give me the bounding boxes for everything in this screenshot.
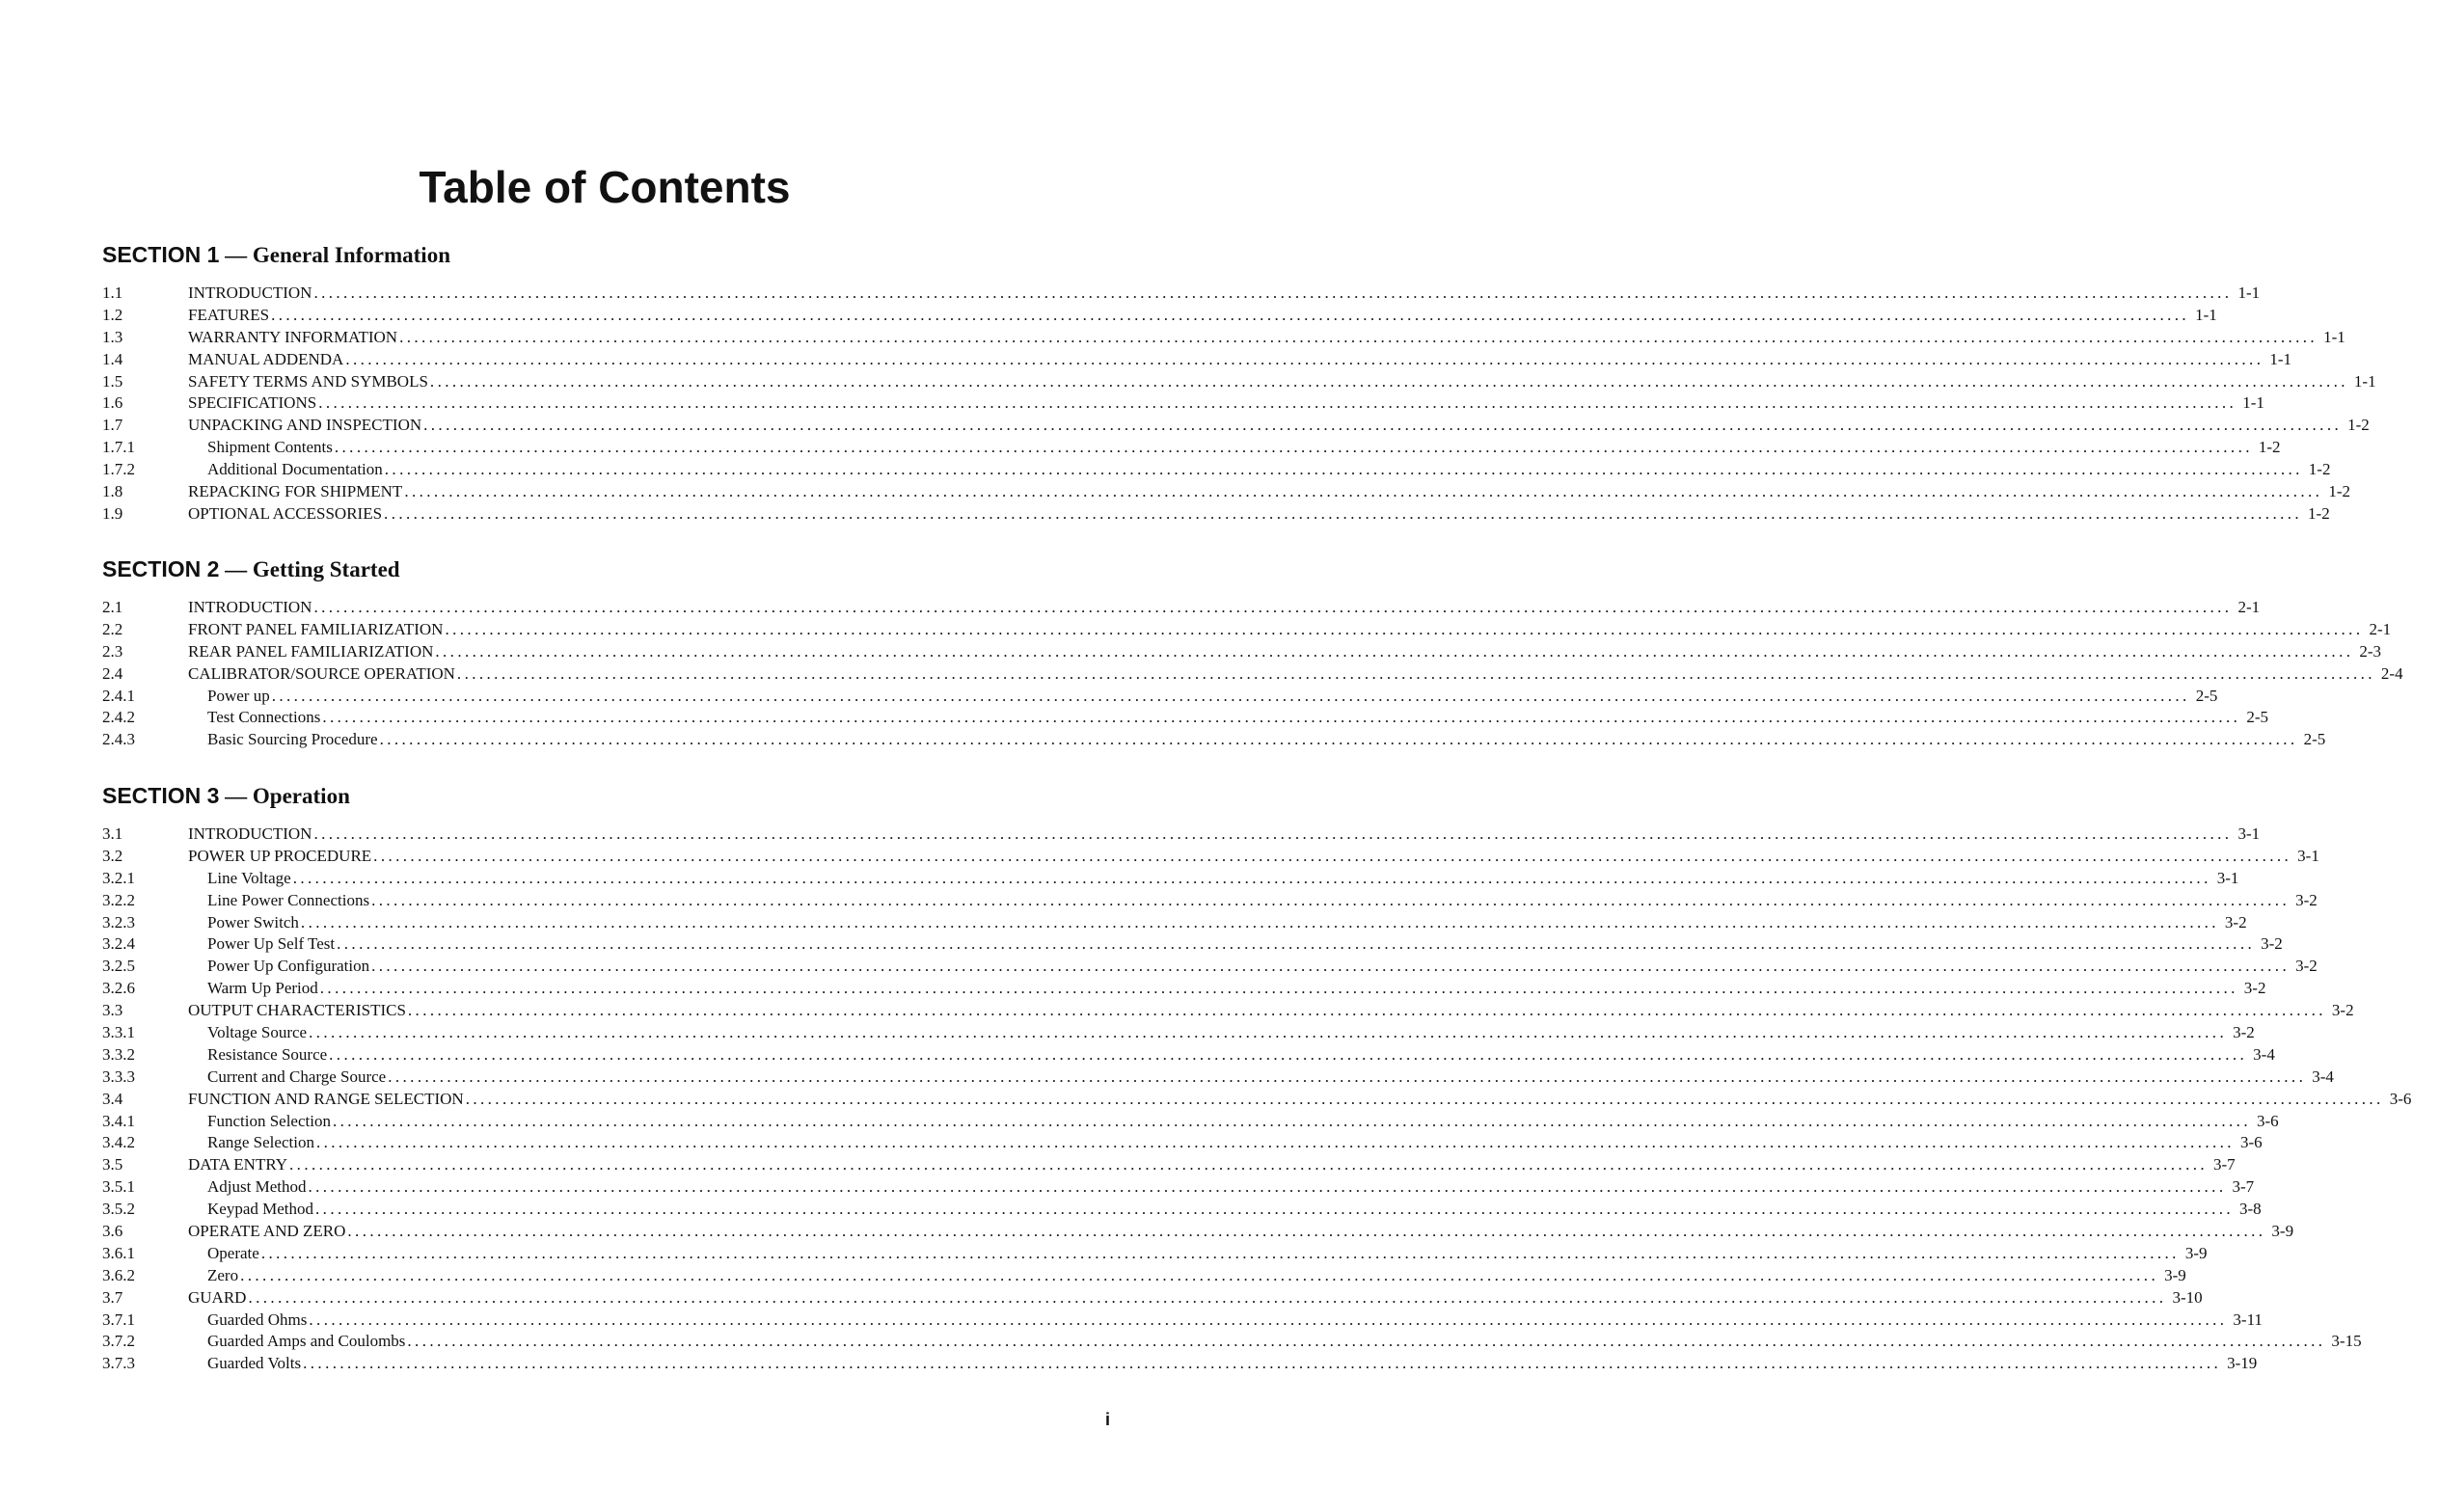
dot-leader: ....................................................................................................................................................................................................................................................................	[423, 416, 2343, 435]
entry-page: 2-4	[2380, 663, 2403, 683]
dot-leader: ....................................................................................................................................................................................................................................................................	[407, 1001, 2326, 1020]
dot-leader: ....................................................................................................................................................................................................................................................................	[309, 1310, 2228, 1329]
dot-leader: ....................................................................................................................................................................................................................................................................	[322, 708, 2241, 727]
dot-leader: ....................................................................................................................................................................................................................................................................	[445, 619, 2364, 638]
toc-entry	[102, 1089, 2412, 1111]
entry-page: 1-2	[2258, 438, 2281, 457]
toc-entry	[102, 663, 2403, 686]
entry-number: 2.4	[102, 663, 123, 683]
entry-number: 1.9	[102, 503, 123, 523]
entry-number: 1.7	[102, 416, 123, 435]
toc-entry	[102, 1000, 2354, 1022]
entry-title: CALIBRATOR/SOURCE OPERATION	[188, 663, 455, 683]
toc-entry	[102, 707, 2268, 729]
dot-leader: ....................................................................................................................................................................................................................................................................	[435, 641, 2354, 661]
toc-entry	[102, 415, 2370, 437]
entry-title: INTRODUCTION	[188, 284, 312, 302]
toc-entry	[102, 1154, 2236, 1176]
entry-number: 3.5	[102, 1155, 123, 1174]
entry-page: 1-1	[2323, 327, 2345, 346]
entry-title: Current and Charge Source	[207, 1066, 387, 1086]
entry-number: 3.2.1	[102, 868, 135, 887]
dot-leader: ....................................................................................................................................................................................................................................................................	[300, 912, 2219, 932]
entry-title: Warm Up Period	[207, 979, 318, 998]
page-title: Table of Contents	[419, 161, 791, 212]
toc-entry	[102, 597, 2261, 619]
toc-entry	[102, 619, 2392, 641]
entry-title: REPACKING FOR SHIPMENT	[188, 482, 403, 501]
entry-title: Power Switch	[207, 912, 299, 932]
dot-leader: ....................................................................................................................................................................................................................................................................	[315, 1133, 2235, 1152]
dot-leader: ....................................................................................................................................................................................................................................................................	[373, 846, 2292, 865]
entry-title: Keypad Method	[207, 1200, 314, 1219]
dot-leader: ....................................................................................................................................................................................................................................................................	[465, 1089, 2384, 1108]
entry-title: REAR PANEL FAMILIARIZATION	[188, 641, 434, 661]
entry-number: 1.6	[102, 393, 123, 413]
entry-title: POWER UP PROCEDURE	[188, 846, 372, 865]
entry-number: 2.1	[102, 598, 123, 616]
dot-leader: ....................................................................................................................................................................................................................................................................	[319, 979, 2238, 998]
dot-leader: ....................................................................................................................................................................................................................................................................	[337, 934, 2256, 954]
entry-page: 3-10	[2172, 1287, 2203, 1307]
dot-leader: ....................................................................................................................................................................................................................................................................	[388, 1066, 2307, 1086]
toc-entry	[102, 846, 2319, 868]
entry-page: 3-7	[2213, 1155, 2236, 1174]
entry-title: Line Power Connections	[207, 890, 370, 909]
entry-title: INTRODUCTION	[188, 824, 312, 843]
toc-entry	[102, 978, 2266, 1000]
toc-entry	[102, 283, 2261, 305]
toc-entry	[102, 1132, 2263, 1154]
entry-page: 3-15	[2331, 1332, 2362, 1351]
entry-title: Adjust Method	[207, 1177, 307, 1197]
entry-page: 3-2	[2243, 979, 2266, 998]
section-name: General Information	[252, 243, 450, 267]
entry-number: 3.3	[102, 1001, 123, 1020]
entry-title: OPTIONAL ACCESSORIES	[188, 503, 383, 523]
entry-number: 2.2	[102, 619, 123, 638]
entry-page: 2-5	[2303, 730, 2326, 749]
toc-entry	[102, 1287, 2203, 1310]
toc-entry	[102, 1022, 2255, 1044]
toc-entry	[102, 824, 2261, 846]
dot-leader: ....................................................................................................................................................................................................................................................................	[248, 1287, 2167, 1307]
toc-entry	[102, 933, 2283, 956]
section-heading	[102, 782, 1071, 810]
entry-title: INTRODUCTION	[188, 598, 312, 616]
entry-title: Power Up Configuration	[207, 957, 370, 976]
dot-leader: ....................................................................................................................................................................................................................................................................	[371, 957, 2291, 976]
entry-page: 1-1	[2242, 393, 2264, 413]
dot-leader: ....................................................................................................................................................................................................................................................................	[240, 1265, 2159, 1284]
entry-number: 3.4.2	[102, 1133, 135, 1152]
toc-entry	[102, 503, 2330, 526]
entry-number: 1.2	[102, 305, 123, 324]
entry-number: 3.7.2	[102, 1332, 135, 1351]
entry-title: Power up	[207, 686, 270, 705]
entry-page: 3-6	[2389, 1089, 2412, 1108]
dot-leader: ....................................................................................................................................................................................................................................................................	[318, 393, 2237, 413]
entry-number: 1.1	[102, 284, 123, 302]
dot-leader: ....................................................................................................................................................................................................................................................................	[303, 1354, 2222, 1373]
entry-title: FUNCTION AND RANGE SELECTION	[188, 1089, 464, 1108]
entry-page: 3-6	[2256, 1111, 2279, 1130]
toc-entry	[102, 1199, 2262, 1221]
entry-page: 3-2	[2233, 1023, 2255, 1042]
toc-list	[102, 597, 2403, 751]
toc-entry	[102, 305, 2217, 327]
entry-page: 3-2	[2261, 934, 2283, 954]
entry-number: 2.4.2	[102, 708, 135, 727]
toc-entry	[102, 1331, 2362, 1353]
toc-entry	[102, 890, 2318, 912]
dot-leader: ....................................................................................................................................................................................................................................................................	[429, 371, 2348, 391]
entry-title: Zero	[207, 1265, 239, 1284]
toc-entry	[102, 1221, 2294, 1243]
entry-number: 1.4	[102, 349, 123, 368]
entry-page: 3-7	[2232, 1177, 2255, 1197]
entry-title: Power Up Self Test	[207, 934, 336, 954]
entry-number: 1.7.1	[102, 438, 135, 457]
entry-page: 1-1	[2269, 349, 2292, 368]
entry-page: 1-2	[2308, 503, 2330, 523]
entry-number: 1.8	[102, 482, 123, 501]
entry-number: 3.5.1	[102, 1177, 135, 1197]
dot-leader: ....................................................................................................................................................................................................................................................................	[379, 730, 2298, 749]
dot-leader: ....................................................................................................................................................................................................................................................................	[329, 1044, 2248, 1064]
entry-page: 3-1	[2237, 824, 2261, 843]
section-name: Operation	[252, 784, 350, 808]
entry-page: 3-19	[2227, 1354, 2258, 1373]
entry-number: 1.3	[102, 327, 123, 346]
dot-leader: ....................................................................................................................................................................................................................................................................	[407, 1332, 2326, 1351]
toc-entry	[102, 1044, 2275, 1066]
dot-leader: ....................................................................................................................................................................................................................................................................	[315, 1200, 2235, 1219]
section-label: SECTION 1	[102, 242, 220, 267]
entry-number: 3.4	[102, 1089, 123, 1108]
entry-title: Line Voltage	[207, 868, 291, 887]
toc-list	[102, 283, 2376, 526]
entry-number: 3.2.4	[102, 934, 135, 954]
toc-entry	[102, 1310, 2263, 1332]
toc-entry	[102, 868, 2239, 890]
toc-entry	[102, 437, 2281, 459]
entry-number: 1.7.2	[102, 460, 135, 479]
section-heading	[102, 241, 1071, 269]
dot-leader: ....................................................................................................................................................................................................................................................................	[260, 1243, 2180, 1262]
entry-page: 1-2	[2308, 460, 2331, 479]
entry-title: Guarded Amps and Coulombs	[207, 1332, 406, 1351]
toc-entry	[102, 912, 2247, 934]
dot-leader: ....................................................................................................................................................................................................................................................................	[271, 686, 2190, 705]
dot-leader: ....................................................................................................................................................................................................................................................................	[309, 1023, 2228, 1042]
entry-title: FEATURES	[188, 305, 270, 324]
entry-title: Guarded Ohms	[207, 1310, 308, 1329]
entry-page: 1-1	[2195, 305, 2217, 324]
entry-number: 3.7.1	[102, 1310, 135, 1329]
dot-leader: ....................................................................................................................................................................................................................................................................	[292, 868, 2211, 887]
entry-title: WARRANTY INFORMATION	[188, 327, 398, 346]
dot-leader: ....................................................................................................................................................................................................................................................................	[334, 438, 2253, 457]
dot-leader: ....................................................................................................................................................................................................................................................................	[399, 327, 2318, 346]
entry-number: 3.5.2	[102, 1200, 135, 1219]
entry-number: 3.4.1	[102, 1111, 135, 1130]
dot-leader: ....................................................................................................................................................................................................................................................................	[313, 284, 2233, 302]
entry-page: 3-9	[2164, 1265, 2186, 1284]
section-1	[102, 241, 2376, 526]
entry-page: 3-6	[2239, 1133, 2263, 1152]
entry-title: MANUAL ADDENDA	[188, 349, 344, 368]
entry-number: 3.2.5	[102, 957, 135, 976]
dot-leader: ....................................................................................................................................................................................................................................................................	[332, 1111, 2251, 1130]
dot-leader: ....................................................................................................................................................................................................................................................................	[384, 460, 2303, 479]
entry-number: 2.4.1	[102, 686, 135, 705]
section-dash: —	[225, 784, 248, 808]
entry-number: 3.3.3	[102, 1066, 135, 1086]
toc-list	[102, 824, 2412, 1375]
entry-number: 2.4.3	[102, 730, 135, 749]
entry-page: 2-1	[2369, 619, 2392, 638]
toc-entry	[102, 327, 2345, 349]
entry-page: 3-4	[2312, 1066, 2334, 1086]
entry-number: 3.6.2	[102, 1265, 135, 1284]
entry-title: OUTPUT CHARACTERISTICS	[188, 1001, 406, 1020]
entry-title: Test Connections	[207, 708, 321, 727]
section-dash: —	[225, 243, 248, 267]
entry-page: 3-2	[2295, 957, 2318, 976]
dot-leader: ....................................................................................................................................................................................................................................................................	[384, 503, 2303, 523]
entry-number: 1.5	[102, 371, 123, 391]
toc-entry	[102, 686, 2218, 708]
toc-entry	[102, 1243, 2208, 1265]
entry-title: SAFETY TERMS AND SYMBOLS	[188, 371, 428, 391]
dot-leader: ....................................................................................................................................................................................................................................................................	[313, 598, 2233, 616]
entry-page: 3-8	[2239, 1200, 2262, 1219]
entry-number: 3.2.6	[102, 979, 135, 998]
toc-entry	[102, 481, 2350, 503]
entry-title: FRONT PANEL FAMILIARIZATION	[188, 619, 444, 638]
entry-number: 3.1	[102, 824, 123, 843]
entry-page: 1-1	[2237, 284, 2261, 302]
entry-page: 2-3	[2359, 641, 2382, 661]
entry-number: 2.3	[102, 641, 123, 661]
entry-number: 3.6.1	[102, 1243, 135, 1262]
toc-entry	[102, 729, 2326, 751]
entry-number: 3.7.3	[102, 1354, 135, 1373]
entry-page: 2-1	[2237, 598, 2261, 616]
entry-page: 3-1	[2297, 846, 2319, 865]
section-2	[102, 555, 2403, 751]
entry-page: 2-5	[2246, 708, 2268, 727]
toc-entry	[102, 1265, 2186, 1287]
section-name: Getting Started	[252, 557, 400, 581]
toc-entry	[102, 1176, 2255, 1199]
entry-number: 3.2.2	[102, 890, 135, 909]
dot-leader: ....................................................................................................................................................................................................................................................................	[456, 663, 2375, 683]
toc-entry	[102, 1111, 2279, 1133]
entry-page: 3-2	[2224, 912, 2247, 932]
entry-title: Shipment Contents	[207, 438, 333, 457]
dot-leader: ....................................................................................................................................................................................................................................................................	[347, 1222, 2266, 1241]
entry-title: Voltage Source	[207, 1023, 308, 1042]
section-label: SECTION 2	[102, 556, 220, 581]
page-number: i	[1105, 1410, 1111, 1429]
entry-number: 3.6	[102, 1222, 123, 1241]
dot-leader: ....................................................................................................................................................................................................................................................................	[271, 305, 2190, 324]
entry-page: 3-1	[2216, 868, 2239, 887]
entry-title: Operate	[207, 1243, 259, 1262]
entry-title: OPERATE AND ZERO	[188, 1222, 346, 1241]
entry-title: DATA ENTRY	[188, 1155, 288, 1174]
entry-title: Additional Documentation	[207, 460, 383, 479]
entry-page: 3-4	[2253, 1044, 2275, 1064]
entry-title: GUARD	[188, 1287, 247, 1307]
entry-page: 2-5	[2195, 686, 2218, 705]
dot-leader: ....................................................................................................................................................................................................................................................................	[289, 1155, 2209, 1174]
entry-title: UNPACKING AND INSPECTION	[188, 416, 422, 435]
section-label: SECTION 3	[102, 783, 220, 808]
entry-title: Range Selection	[207, 1133, 314, 1152]
section-3	[102, 782, 2412, 1375]
dot-leader: ....................................................................................................................................................................................................................................................................	[308, 1177, 2227, 1197]
dot-leader: ....................................................................................................................................................................................................................................................................	[345, 349, 2264, 368]
entry-title: Resistance Source	[207, 1044, 328, 1064]
entry-title: Function Selection	[207, 1111, 331, 1130]
entry-number: 3.2	[102, 846, 123, 865]
entry-page: 3-2	[2331, 1001, 2354, 1020]
dot-leader: ....................................................................................................................................................................................................................................................................	[371, 890, 2291, 909]
entry-page: 1-2	[2328, 482, 2350, 501]
toc-entry	[102, 459, 2331, 481]
toc-entry	[102, 349, 2292, 371]
entry-number: 3.3.1	[102, 1023, 135, 1042]
entry-number: 3.7	[102, 1287, 123, 1307]
dot-leader: ....................................................................................................................................................................................................................................................................	[313, 824, 2233, 843]
toc-entry	[102, 392, 2264, 415]
section-heading	[102, 555, 1071, 583]
toc-entry	[102, 1353, 2258, 1375]
section-dash: —	[225, 557, 248, 581]
entry-page: 3-9	[2271, 1222, 2294, 1241]
toc-entry	[102, 956, 2318, 978]
entry-title: Guarded Volts	[207, 1354, 302, 1373]
entry-page: 3-2	[2295, 890, 2318, 909]
entry-page: 3-9	[2184, 1243, 2208, 1262]
entry-title: SPECIFICATIONS	[188, 393, 317, 413]
entry-title: Basic Sourcing Procedure	[207, 730, 378, 749]
entry-page: 1-2	[2347, 416, 2370, 435]
dot-leader: ....................................................................................................................................................................................................................................................................	[404, 482, 2323, 501]
toc-entry	[102, 641, 2382, 663]
entry-number: 3.3.2	[102, 1044, 135, 1064]
entry-page: 3-11	[2233, 1310, 2263, 1329]
toc-entry	[102, 371, 2376, 393]
entry-page: 1-1	[2353, 371, 2376, 391]
entry-number: 3.2.3	[102, 912, 135, 932]
toc-entry	[102, 1066, 2334, 1089]
